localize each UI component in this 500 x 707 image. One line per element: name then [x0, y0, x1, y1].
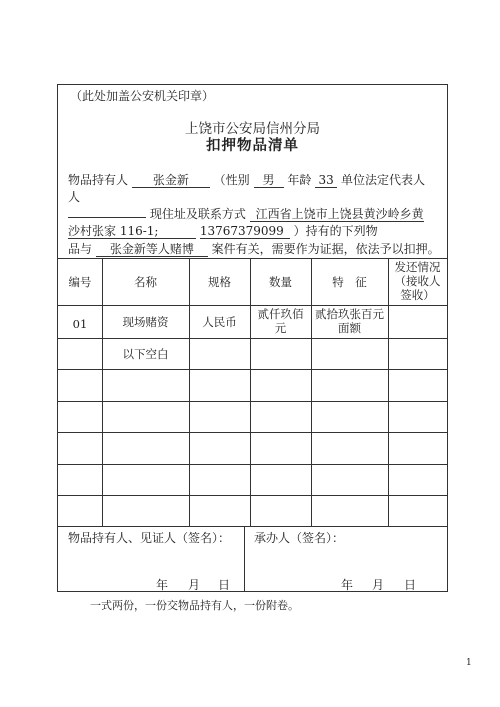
row1-spec: 人民币	[202, 315, 237, 329]
holder-line	[68, 171, 425, 188]
row1-feat-line2: 面额	[338, 321, 361, 335]
col-return	[388, 260, 447, 302]
holder-date-year: 年	[156, 578, 169, 592]
col-feature: 特 征	[332, 275, 367, 289]
goods-text: 品与	[68, 242, 93, 256]
row1-qty-line2: 元	[274, 321, 287, 335]
holder-witness-label: 物品持有人、见证人（签名）：	[68, 531, 231, 545]
col-qty: 数量	[269, 275, 292, 289]
row1-qty	[250, 307, 311, 335]
address-line1: 江西省上饶市上饶县黄沙岭乡黄	[250, 208, 424, 222]
handler-date-month: 月	[372, 578, 385, 592]
page-number: 1	[466, 658, 472, 668]
holder-date-day: 日	[218, 578, 231, 592]
col-return-line2: （接收人	[394, 274, 441, 288]
agency-name: 上饶市公安局信州分局	[185, 121, 320, 137]
rep-value	[68, 217, 146, 218]
phone-value: 13767379099	[200, 225, 290, 239]
gender-value: 男	[254, 174, 284, 188]
handler-date-day: 日	[404, 578, 417, 592]
row1-number: 01	[72, 317, 88, 331]
holder-name: 张金新	[132, 174, 210, 188]
case-tail: 案件有关，需要作为证据，依法予以扣押。	[211, 242, 440, 256]
row2-name: 以下空白	[122, 347, 169, 361]
row1-qty-line1: 贰仟玖佰	[257, 307, 304, 321]
form-frame	[57, 84, 448, 592]
address-label: 现住址及联系方式	[149, 207, 246, 221]
gender-label: （性别	[213, 173, 250, 187]
col-spec: 规格	[208, 275, 231, 289]
row1-name: 现场赌资	[122, 315, 169, 329]
address-line2: 沙村张家 116-1;	[68, 225, 196, 239]
col-number: 编号	[68, 275, 92, 289]
copies-note: 一式两份，一份交物品持有人，一份附卷。	[90, 599, 299, 612]
col-name: 名称	[134, 275, 157, 289]
col-return-line1: 发还情况	[394, 260, 441, 274]
rep-tail: 人	[68, 190, 81, 204]
rep-label: 单位法定代表人	[341, 173, 426, 187]
address-line	[68, 205, 424, 222]
age-label: 年龄	[287, 173, 312, 187]
row1-feat-line1: 贰拾玖张百元	[315, 307, 384, 321]
seal-note: （此处加盖公安机关印章）	[70, 89, 215, 103]
case-name: 张金新等人赌博	[96, 243, 208, 257]
row1-feature	[311, 307, 388, 335]
col-return-line3: 签收）	[400, 288, 435, 302]
holder-label: 物品持有人	[68, 173, 129, 187]
case-line	[68, 240, 440, 257]
address-line-2	[68, 222, 378, 239]
handler-date-year: 年	[341, 578, 354, 592]
age-value: 33	[315, 174, 337, 188]
holder-date-month: 月	[188, 578, 201, 592]
form-title: 扣押物品清单	[206, 137, 299, 154]
holding-text: ）持有的下列物	[293, 224, 378, 238]
handler-label: 承办人（签名）：	[254, 531, 345, 545]
